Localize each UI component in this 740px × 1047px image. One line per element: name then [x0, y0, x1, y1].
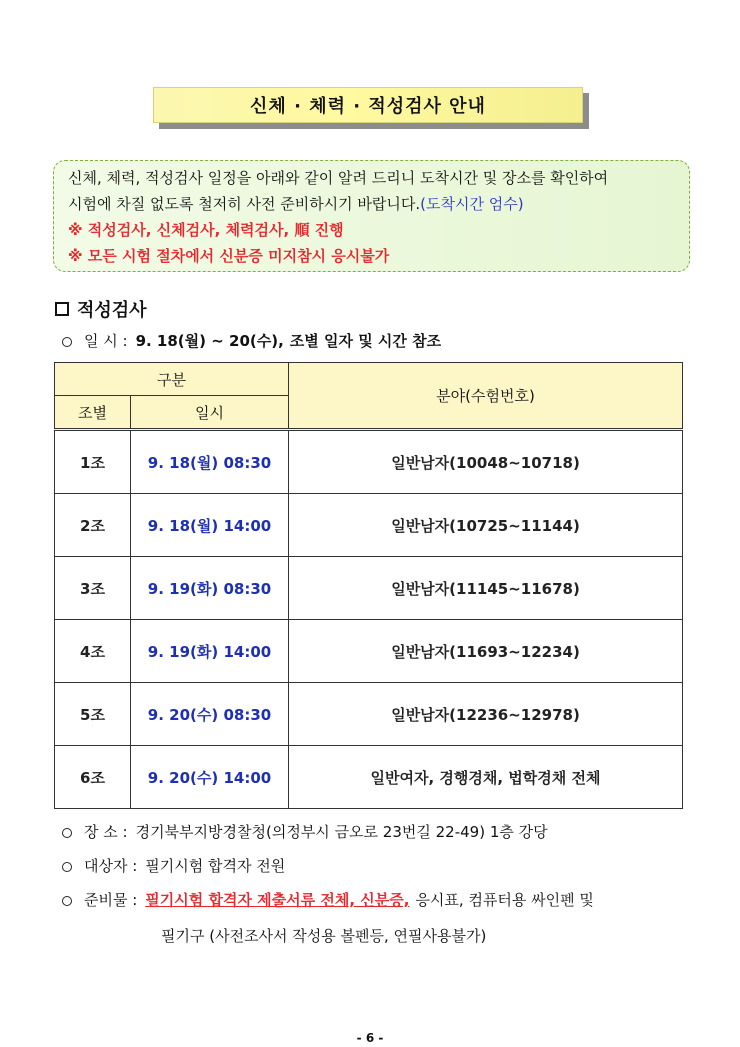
place-value: 경기북부지방경찰청(의정부시 금오로 23번길 22-49) 1층 강당: [135, 823, 548, 841]
schedule-value: 9. 18(월) ~ 20(수),: [135, 332, 284, 350]
circle-bullet-icon: [62, 896, 72, 906]
datetime-cell: 9. 18(월) 08:30: [131, 430, 289, 494]
place-line: [62, 821, 548, 842]
title-banner: [153, 87, 583, 125]
field-cell: 일반남자(11693~12234): [289, 620, 683, 683]
header-field: 분야(수험번호): [289, 363, 683, 430]
prep-line-2: 필기구 (사전조사서 작성용 볼펜등, 연필사용불가): [161, 927, 487, 945]
notice-id-note: ※ 모든 시험 절차에서 신분증 미지참시 응시불가: [68, 247, 390, 265]
notice-line-2: [68, 191, 675, 217]
team-cell: 1조: [55, 430, 131, 494]
field-cell: 일반여자, 경행경채, 법학경채 전체: [289, 746, 683, 809]
header-datetime: 일시: [131, 396, 289, 430]
circle-bullet-icon: [62, 862, 72, 872]
prep-label: 준비물 :: [84, 891, 138, 909]
team-cell: 4조: [55, 620, 131, 683]
table-row: [55, 494, 683, 557]
team-cell: 6조: [55, 746, 131, 809]
field-cell: 일반남자(10725~11144): [289, 494, 683, 557]
page-title: 신체 · 체력 · 적성검사 안내: [153, 87, 583, 123]
target-line: [62, 855, 285, 876]
team-cell: 3조: [55, 557, 131, 620]
notice-order-note: ※ 적성검사, 신체검사, 체력검사, 順 진행: [68, 221, 344, 239]
table-row: [55, 683, 683, 746]
notice-box: [53, 160, 690, 272]
table-row: [55, 430, 683, 494]
circle-bullet-icon: [62, 337, 72, 347]
datetime-cell: 9. 19(화) 14:00: [131, 620, 289, 683]
arrival-time-note: (도착시간 엄수): [420, 195, 524, 213]
table-header-row-1: [55, 363, 683, 396]
prep-line: [62, 889, 594, 910]
prep-rest: 응시표, 컴퓨터용 싸인펜 및: [415, 891, 594, 909]
place-label: 장 소 :: [84, 823, 128, 841]
schedule-line: [62, 330, 441, 351]
table-row: [55, 557, 683, 620]
section-heading: [55, 296, 147, 322]
schedule-table: [54, 362, 683, 809]
field-cell: 일반남자(10048~10718): [289, 430, 683, 494]
team-cell: 2조: [55, 494, 131, 557]
datetime-cell: 9. 20(수) 08:30: [131, 683, 289, 746]
circle-bullet-icon: [62, 828, 72, 838]
notice-line-1: 신체, 체력, 적성검사 일정을 아래와 같이 알려 드리니 도착시간 및 장소를 확인하여: [68, 169, 609, 187]
checkbox-icon: [55, 302, 69, 316]
schedule-rest: 조별 일자 및 시간 참조: [289, 332, 442, 350]
field-cell: 일반남자(12236~12978): [289, 683, 683, 746]
team-cell: 5조: [55, 683, 131, 746]
page-number: - 6 -: [356, 1031, 384, 1045]
prep-required-docs: 필기시험 합격자 제출서류 전체, 신분증,: [145, 891, 410, 909]
header-team: 조별: [55, 396, 131, 430]
notice-line-2-main: 시험에 차질 없도록 철저히 사전 준비하시기 바랍니다.: [68, 195, 421, 213]
field-cell: 일반남자(11145~11678): [289, 557, 683, 620]
table-row: [55, 746, 683, 809]
target-value: 필기시험 합격자 전원: [145, 857, 286, 875]
section-heading-label: 적성검사: [77, 300, 147, 321]
table-row: [55, 620, 683, 683]
header-group: 구분: [55, 363, 289, 396]
datetime-cell: 9. 19(화) 08:30: [131, 557, 289, 620]
datetime-cell: 9. 20(수) 14:00: [131, 746, 289, 809]
datetime-cell: 9. 18(월) 14:00: [131, 494, 289, 557]
schedule-label: 일 시 :: [84, 332, 128, 350]
target-label: 대상자 :: [84, 857, 138, 875]
